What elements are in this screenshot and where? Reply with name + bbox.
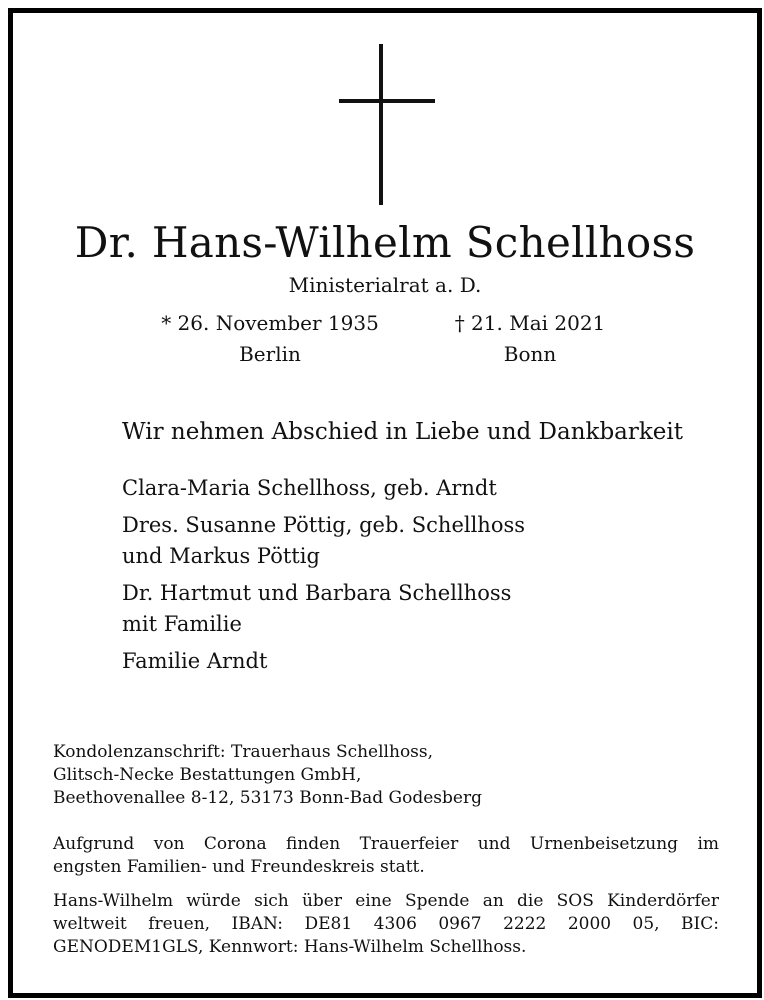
donation-line: GENODEM1GLS, Kennwort: Hans-Wilhelm Schellhoss. [53, 937, 527, 957]
address-line: Kondolenzanschrift: Trauerhaus Schellhoss, [53, 742, 434, 762]
cross-horizontal-bar [339, 99, 435, 103]
mourner-entry [122, 646, 525, 677]
mourner-entry [122, 578, 525, 640]
mourner-line: Dres. Susanne Pöttig, geb. Schellhoss [122, 513, 526, 537]
birth-date: * 26. November 1935 [161, 311, 379, 335]
condolence-address [53, 741, 719, 810]
deceased-title: Ministerialrat a. D. [288, 273, 482, 297]
mourner-entry [122, 473, 525, 504]
deceased-name: Dr. Hans-Wilhelm Schellhoss [74, 218, 696, 267]
mourner-line: und Markus Pöttig [122, 544, 320, 568]
address-line: Glitsch-Necke Bestattungen GmbH, [53, 765, 362, 785]
donation-line: weltweit freuen, IBAN: DE81 4306 0967 2222 2000 05, BIC: [53, 914, 719, 934]
mourner-entry [122, 510, 525, 572]
mourner-line: mit Familie [122, 612, 242, 636]
note-line: engsten Familien- und Freundeskreis statt. [53, 857, 425, 877]
mourners-list [122, 473, 525, 683]
address-line: Beethovenallee 8-12, 53173 Bonn-Bad Godesberg [53, 788, 482, 808]
mourner-line: Familie Arndt [122, 649, 268, 673]
cross-vertical-bar [379, 44, 383, 205]
farewell-text: Wir nehmen Abschied in Liebe und Dankbarkeit [122, 419, 684, 445]
mourner-line: Clara-Maria Schellhoss, geb. Arndt [122, 476, 497, 500]
obituary-notice [8, 8, 762, 998]
death-place: Bonn [503, 342, 557, 366]
donation-line: Hans-Wilhelm würde sich über eine Spende an die SOS Kinderdörfer [53, 891, 719, 911]
cross-icon [13, 13, 757, 213]
death-date: † 21. Mai 2021 [454, 311, 606, 335]
donation-note [53, 890, 719, 959]
corona-note [53, 833, 719, 879]
birth-place: Berlin [239, 342, 301, 366]
mourner-line: Dr. Hartmut und Barbara Schellhoss [122, 581, 512, 605]
note-line: Aufgrund von Corona finden Trauerfeier und Urnenbeisetzung im [53, 834, 719, 854]
